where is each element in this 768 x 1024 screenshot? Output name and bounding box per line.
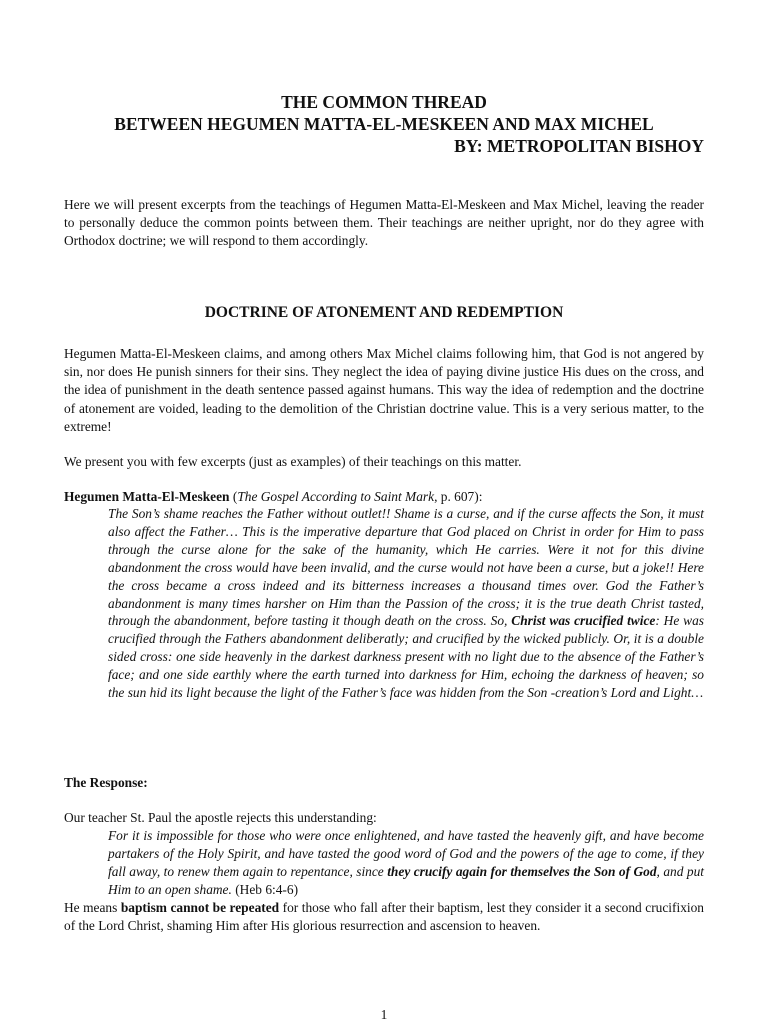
- citation-line: [64, 488, 704, 506]
- quote2-bold: they crucify again for themselves the Son of God: [387, 863, 657, 879]
- closing-part2: for those who fall after their baptism, lest they consider it a second crucifixion of the Lord Christ, shaming Him after His glorious resurrection and ascension to heaven.: [64, 900, 705, 934]
- page-number: 1: [380, 1007, 388, 1022]
- quote2-part1: For it is impossible for those who were once enlightened, and have tasted the heavenly gift, and have become partakers of the Holy Spirit, and have tasted the good word of God and the powers of the age to come, if they fall away, to renew them again to repentance, since: [108, 828, 704, 879]
- title-author-line: BY: METROPOLITAN BISHOY: [454, 136, 704, 156]
- title-line-1: THE COMMON THREAD: [281, 92, 487, 112]
- closing-part1: He means: [64, 900, 121, 915]
- title-line-2: BETWEEN HEGUMEN MATTA-EL-MESKEEN AND MAX MICHEL: [114, 114, 654, 134]
- response-heading: The Response:: [64, 775, 148, 790]
- section-heading: DOCTRINE OF ATONEMENT AND REDEMPTION: [204, 304, 564, 321]
- citation-work: The Gospel According to Saint Mark: [237, 489, 435, 504]
- quote-block-2: [108, 827, 704, 899]
- quote1-bold: Christ was crucified twice: [511, 613, 656, 629]
- intro-paragraph: Here we will present excerpts from the teachings of Hegumen Matta-El-Meskeen and Max Michel, leaving the reader to personally deduce the common points between them. Their teachings are neither upright, nor do they agree with Orthodox doctrine; we will respond to them accordingly.: [64, 197, 704, 249]
- document-title: [64, 91, 704, 157]
- closing-paragraph: [64, 899, 704, 935]
- quote1-part1: The Son’s shame reaches the Father without outlet!! Shame is a curse, and if the curse affects the Son, it must also affect the Father… This is the imperative departure that God placed on Christ in order for Him to pass through the curse alone for the sake of the humanity, which He carries. Were it not for this divine abandonment the cross would have been invalid, and the curse would not have been a curse, but a joke!! Here the cross became a cross indeed and its bitterness increases a thousand times over. God the Father’s abandonment is many times harsher on Him than the Passion of the cross; it is the true death Christ tasted, through the abandonment, before tasting it though death on the cross. So,: [108, 506, 704, 629]
- quote2-part2: , and put Him to an open shame.: [108, 863, 704, 897]
- quote2-ref: (Heb 6:4-6): [231, 881, 299, 897]
- quote-block-1: [108, 505, 704, 702]
- citation-open: (: [229, 489, 238, 504]
- claims-paragraph: Hegumen Matta-El-Meskeen claims, and among others Max Michel claims following him, that God is not angered by sin, nor does He punish sinners for their sins. They neglect the idea of paying divine justice His dues on the cross, and the idea of punishment in the death sentence passed against humans. This way the idea of redemption and the doctrine of atonement are voided, leading to the demolition of the Christian doctrine value. This is a very serious matter, to the extreme!: [64, 346, 704, 434]
- response-intro: Our teacher St. Paul the apostle rejects this understanding:: [64, 810, 377, 825]
- quote1-part2: : He was crucified through the Fathers abandonment deliberatly; and crucified by the wicked publicly. Or, it is a double sided cross: one side heavenly in the darkest darkness present with no light due to the absence of the Father’s face; and one side earthly where the earth turned into darkness for Him, echoing the darkness of heaven; so the sun hid its light because the light of the Father’s face was hidden from the Son -creation’s Lord and Light…: [108, 613, 705, 701]
- closing-bold: baptism cannot be repeated: [120, 900, 280, 915]
- examples-intro-paragraph: We present you with few excerpts (just as examples) of their teachings on this matter.: [64, 454, 522, 469]
- citation-rest: , p. 607):: [434, 489, 483, 504]
- citation-author: Hegumen Matta-El-Meskeen: [64, 489, 230, 504]
